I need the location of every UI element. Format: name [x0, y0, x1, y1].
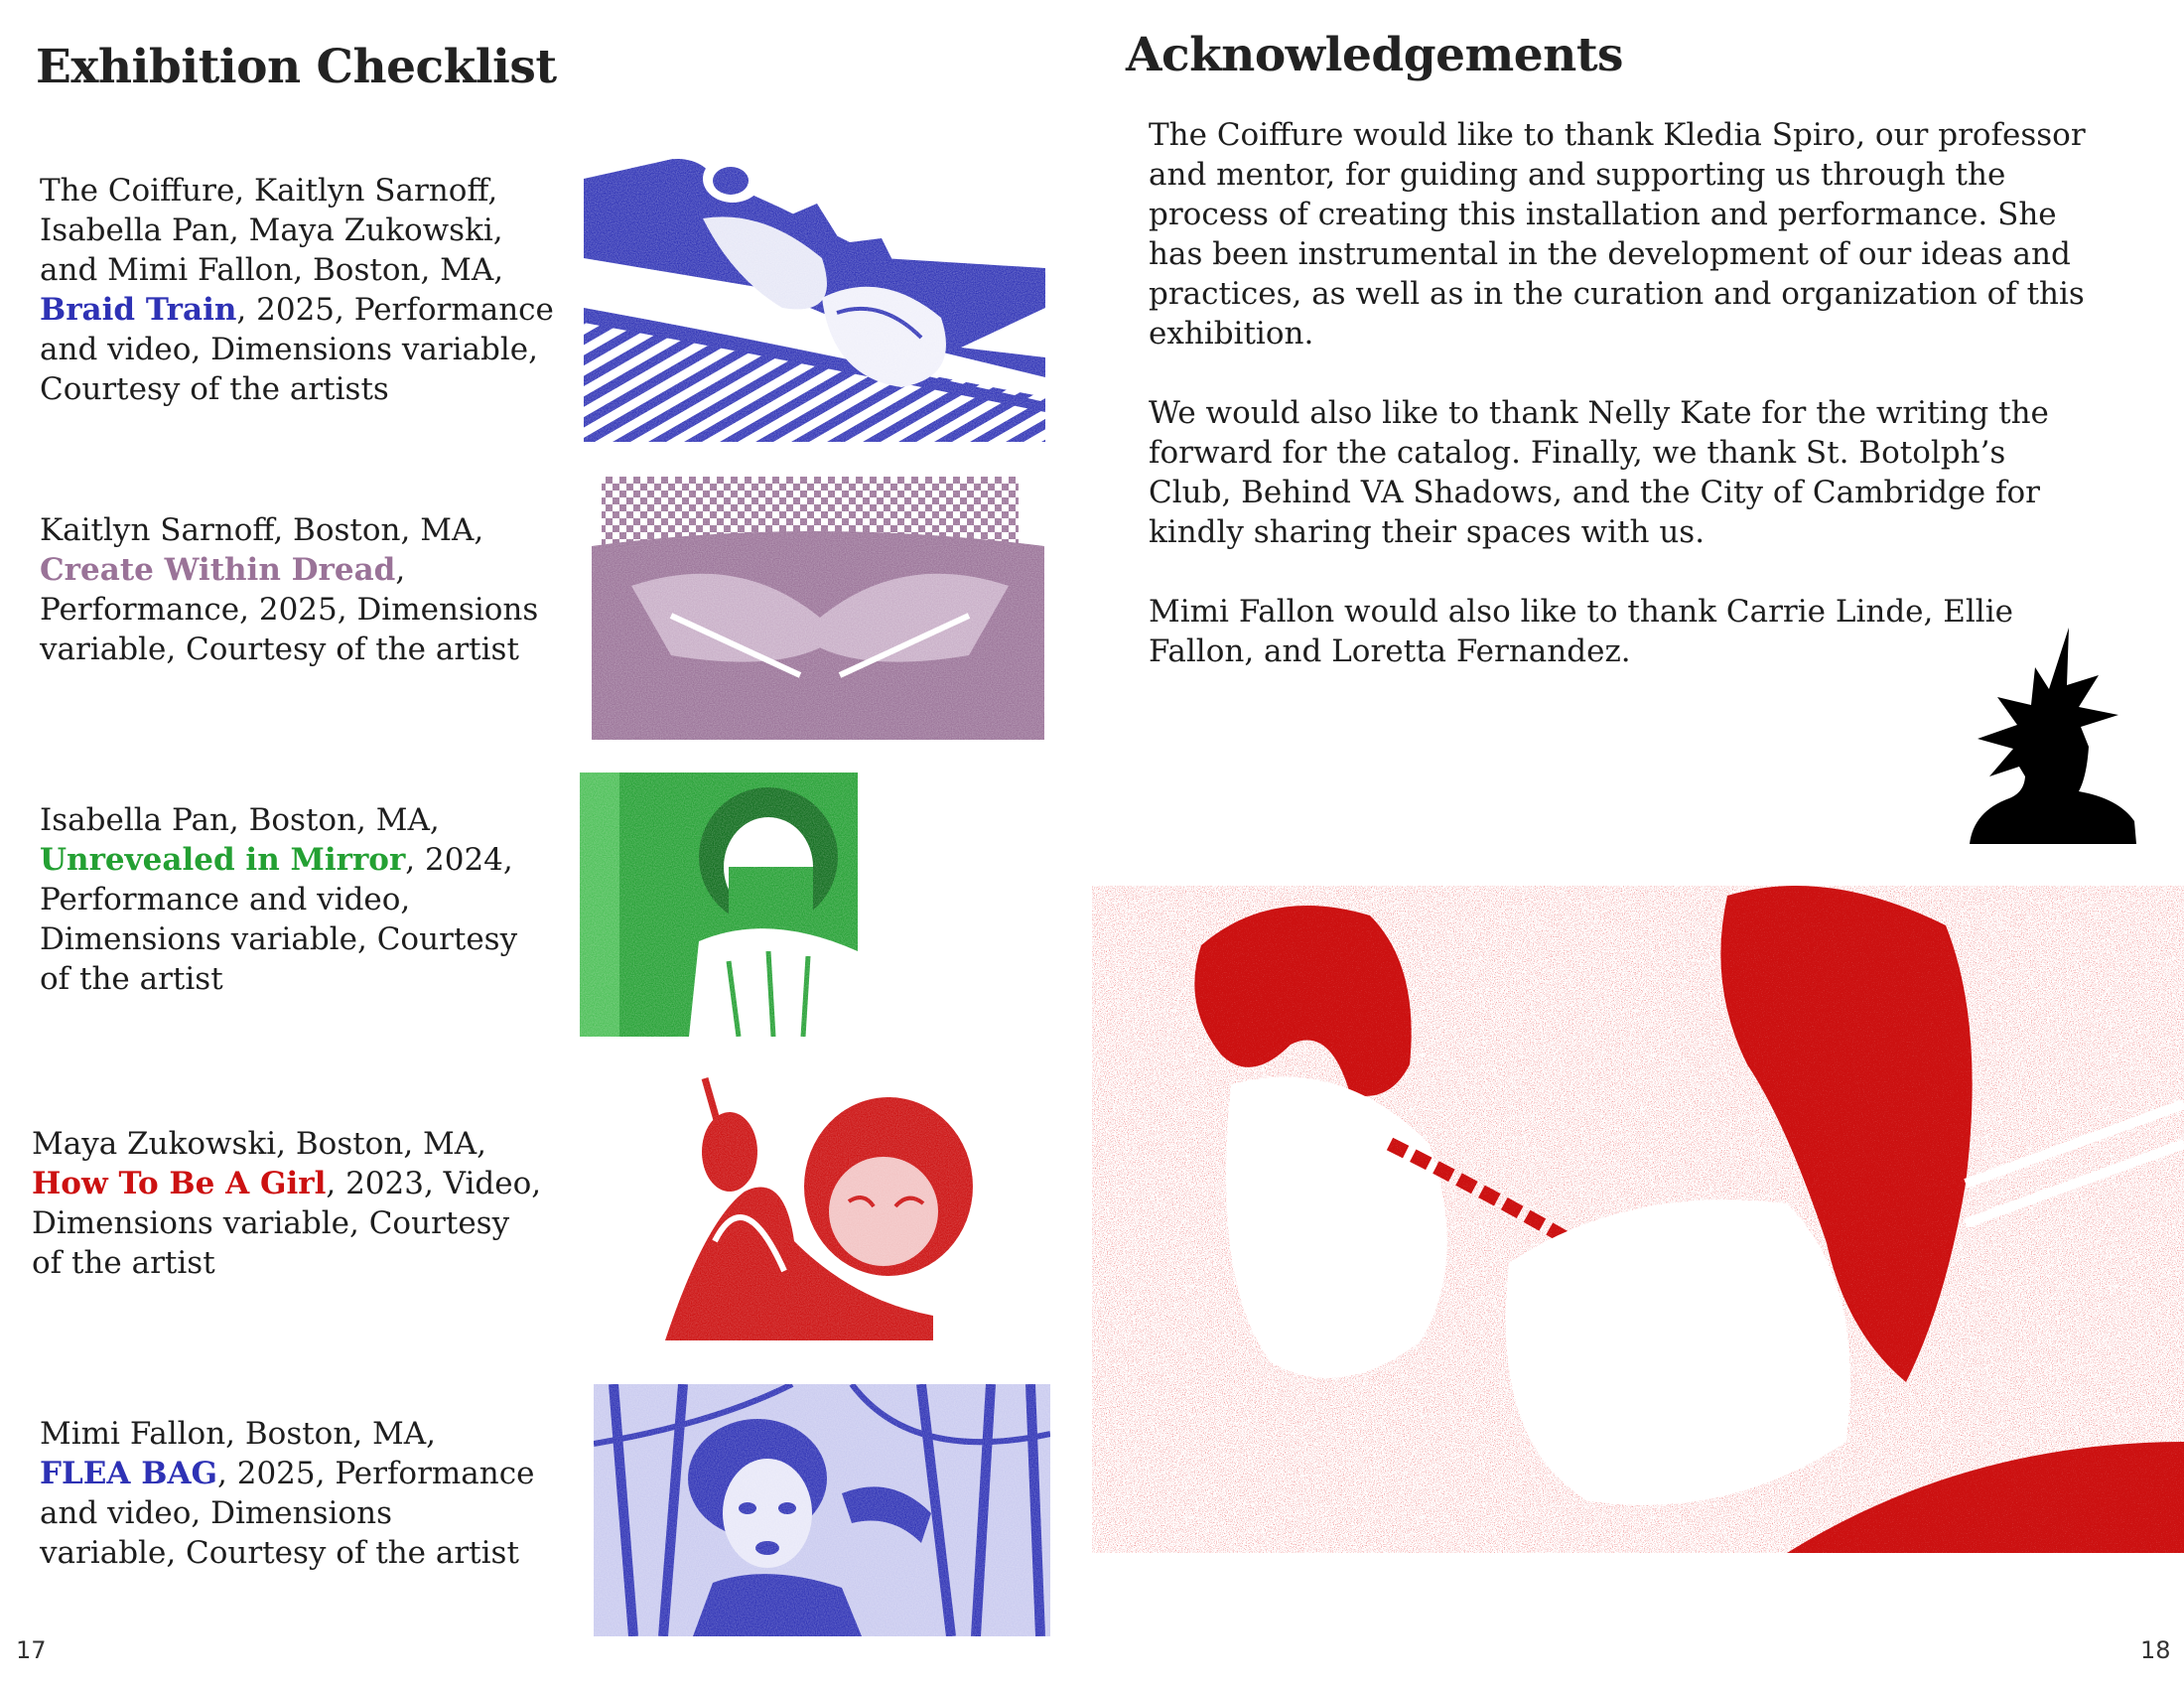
how-to-be-a-girl-image: [635, 1072, 993, 1345]
entry-details: , 2025, Performance and video, Dimensions variable, Courtesy of the artists: [40, 292, 554, 407]
entry-title: How To Be A Girl: [32, 1166, 327, 1201]
acknowledgement-paragraph: We would also like to thank Nelly Kate for the writing the forward for the catalog. Finally, we thank St. Botolph’s Club, Behind VA Shadows, and the City of Cambridge for kindly sharing their spaces with us.: [1149, 395, 2049, 550]
entry-title: Create Within Dread: [40, 552, 396, 588]
entry-credit: Mimi Fallon, Boston, MA,: [40, 1416, 437, 1452]
acknowledgement-paragraph: Mimi Fallon would also like to thank Carrie Linde, Ellie Fallon, and Loretta Fernandez.: [1149, 594, 2013, 669]
entry-details: , Performance, 2025, Dimensions variable, Courtesy of the artist: [40, 552, 539, 667]
acknowledgement-paragraph: The Coiffure would like to thank Kledia Spiro, our professor and mentor, for guiding and supporting us through the process of creating this installation and performance. She has been instrumental in the development of our ideas and practices, as well as in the curation and organization of this exhibition.: [1149, 117, 2086, 352]
checklist-entry-unrevealed-in-mirror: [40, 800, 536, 999]
entry-details: , 2025, Performance and video, Dimensions variable, Courtesy of the artist: [40, 1456, 535, 1571]
checklist-entry-flea-bag: [40, 1414, 536, 1573]
entry-details: , 2023, Video, Dimensions variable, Courtesy of the artist: [32, 1166, 542, 1281]
unrevealed-in-mirror-image: [580, 773, 951, 1037]
page-number-left: 17: [16, 1636, 47, 1664]
braid-train-image: [584, 149, 1045, 442]
entry-credit: The Coiffure, Kaitlyn Sarnoff, Isabella Pan, Maya Zukowski, and Mimi Fallon, Boston, MA,: [40, 173, 504, 288]
entry-title: FLEA BAG: [40, 1456, 218, 1491]
checklist-entry-create-within-dread: [40, 510, 546, 669]
acknowledgements-body: [1149, 115, 2092, 711]
checklist-entry-braid-train: [40, 171, 556, 409]
flea-bag-image: [594, 1384, 1050, 1636]
page-number-right: 18: [2140, 1636, 2171, 1664]
checklist-entry-how-to-be-a-girl: [32, 1124, 548, 1283]
braiding-photo: [1092, 886, 2184, 1553]
create-within-dread-image: [592, 477, 1044, 740]
spiky-hair-silhouette: [1970, 628, 2138, 844]
entry-details: , 2024, Performance and video, Dimensions variable, Courtesy of the artist: [40, 842, 518, 997]
entry-credit: Isabella Pan, Boston, MA,: [40, 802, 440, 838]
acknowledgements-heading: Acknowledgements: [1126, 28, 1623, 82]
entry-title: Unrevealed in Mirror: [40, 842, 406, 878]
checklist-heading: Exhibition Checklist: [36, 40, 557, 94]
entry-credit: Maya Zukowski, Boston, MA,: [32, 1126, 487, 1162]
entry-credit: Kaitlyn Sarnoff, Boston, MA,: [40, 512, 484, 548]
entry-title: Braid Train: [40, 292, 237, 328]
